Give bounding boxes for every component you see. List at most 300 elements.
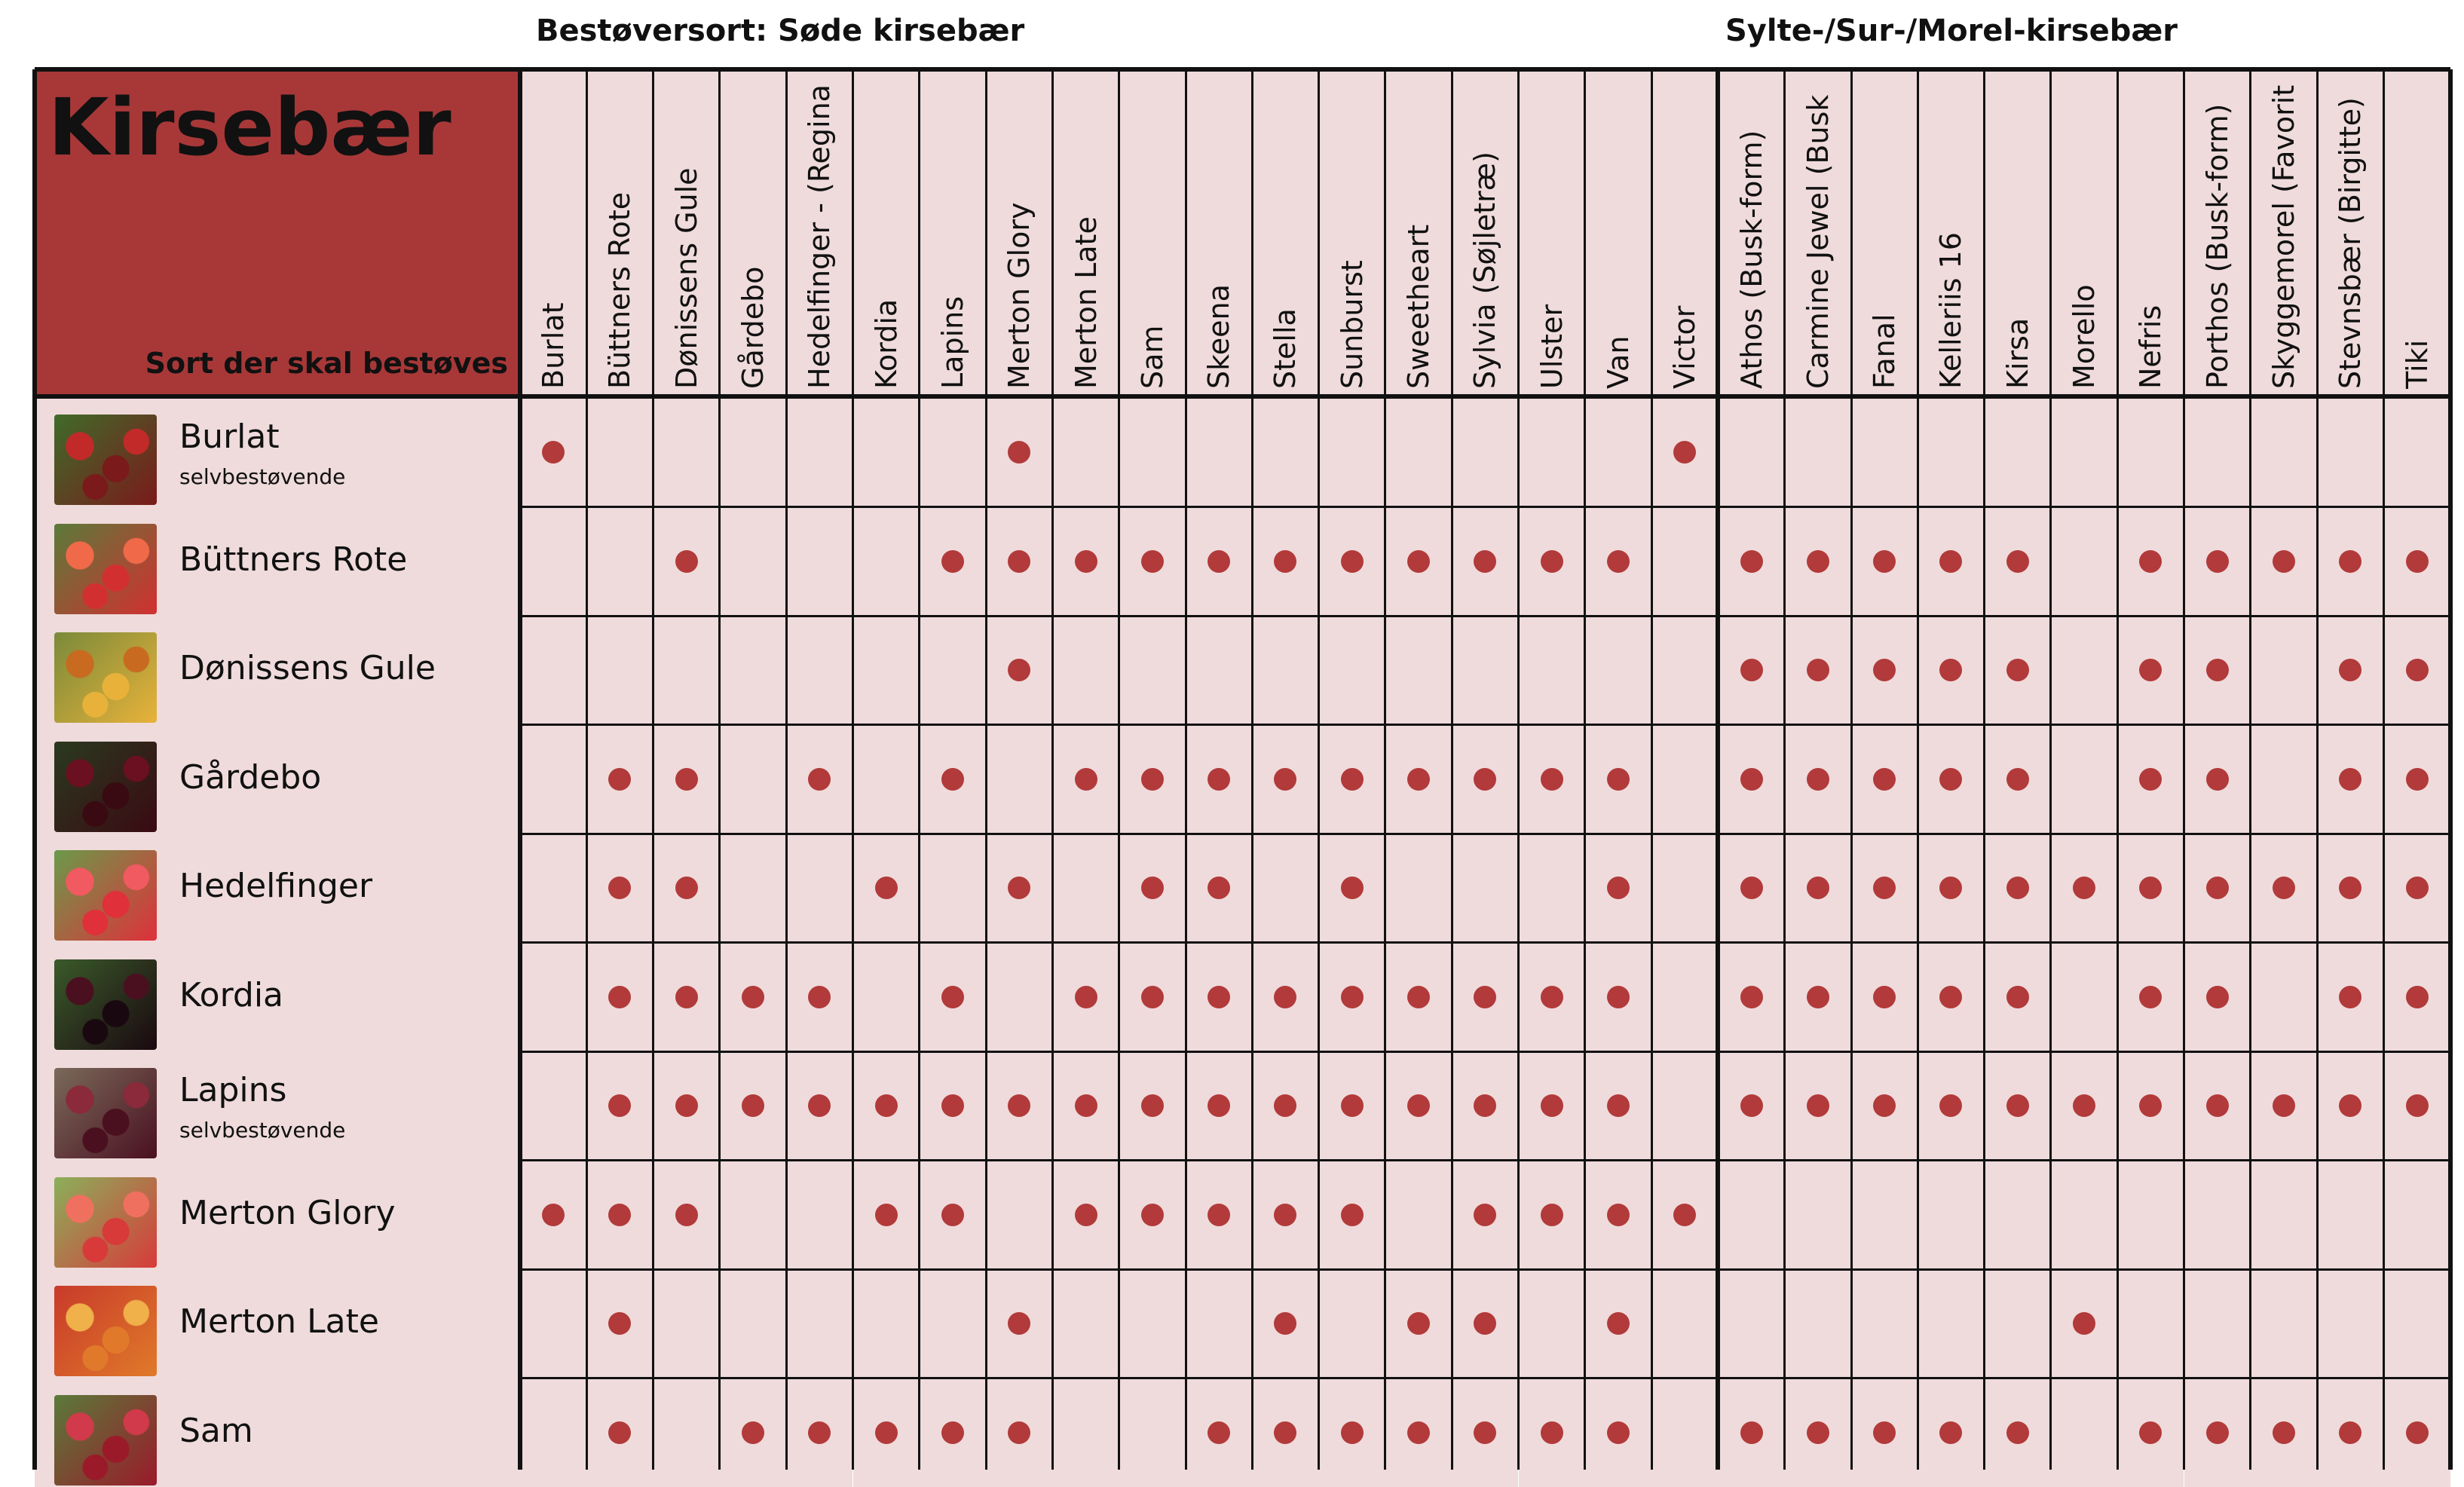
pollinator-dot [2406, 659, 2429, 681]
grid-cell [586, 616, 653, 725]
column-header-label: Gårdebo [736, 72, 770, 389]
pollinator-dot [1873, 1421, 1896, 1444]
grid-cell [1851, 725, 1918, 834]
pollinator-dot [1141, 768, 1164, 791]
grid-line [2117, 69, 2119, 1470]
pollinator-dot [1474, 1421, 1496, 1444]
row-header [35, 1269, 520, 1378]
grid-cell [986, 1269, 1052, 1378]
column-header [2184, 69, 2251, 396]
grid-cell [720, 616, 786, 725]
column-header-label: Skeena [1202, 72, 1235, 389]
grid-cell [586, 398, 653, 507]
pollinator-dot [1407, 986, 1430, 1008]
grid-line [520, 1268, 2450, 1271]
column-header [1651, 69, 1718, 396]
grid-cell [1785, 616, 1851, 725]
pollinator-dot [1939, 659, 1962, 681]
grid-cell [1452, 507, 1518, 617]
grid-cell [920, 507, 986, 617]
cherry-photo-buttners-rote [54, 524, 157, 614]
grid-cell [1319, 1378, 1385, 1487]
sweet-cherry-group-title: Bestøversort: Søde kirsebær [536, 14, 1024, 48]
cherry-photo-kordia [54, 959, 157, 1050]
column-header-label: Morello [2068, 72, 2101, 389]
grid-cell [1519, 725, 1585, 834]
column-header [2317, 69, 2383, 396]
grid-cell [1718, 1051, 1784, 1161]
column-header-label: Kelleriis 16 [1934, 72, 1967, 389]
grid-cell [2184, 834, 2251, 943]
grid-cell [1985, 1161, 2051, 1270]
grid-cell [853, 1378, 920, 1487]
pollinator-dot [675, 550, 698, 573]
grid-cell [2317, 1378, 2383, 1487]
grid-cell [1252, 834, 1318, 943]
grid-cell [2383, 834, 2450, 943]
grid-cell [2251, 507, 2317, 617]
grid-cell [1119, 943, 1186, 1052]
grid-cell [1918, 1161, 1984, 1270]
grid-cell [2051, 725, 2117, 834]
grid-cell [786, 1269, 852, 1378]
grid-cell [586, 943, 653, 1052]
grid-cell [1585, 834, 1651, 943]
pollinator-dot [1607, 1421, 1630, 1444]
pollinator-dot [2073, 1312, 2095, 1335]
row-header [35, 1051, 520, 1161]
grid-cell [1052, 834, 1119, 943]
pollinator-dot [1873, 550, 1896, 573]
pollinator-dot [1807, 1094, 1829, 1117]
grid-cell [1651, 1051, 1718, 1161]
grid-cell [2184, 943, 2251, 1052]
pollinator-dot [1607, 1312, 1630, 1335]
column-header-label: Büttners Rote [603, 72, 636, 389]
grid-line [2448, 69, 2453, 1470]
pollinator-dot [2273, 1094, 2295, 1117]
grid-cell [1252, 1269, 1318, 1378]
pollinator-dot [2006, 986, 2029, 1008]
grid-cell [653, 398, 720, 507]
grid-cell [520, 507, 586, 617]
pollinator-dot [2273, 550, 2295, 573]
grid-cell [1319, 616, 1385, 725]
grid-cell [1452, 1051, 1518, 1161]
grid-line [1850, 69, 1853, 1470]
grid-cell [1319, 943, 1385, 1052]
grid-cell [2251, 398, 2317, 507]
pollinator-dot [1939, 1094, 1962, 1117]
pollinator-dot [1208, 986, 1230, 1008]
pollinator-dot [1740, 768, 1763, 791]
grid-cell [853, 1269, 920, 1378]
column-header-label: Kirsa [2001, 72, 2034, 389]
pollinator-dot [2406, 1421, 2429, 1444]
pollinator-dot [1673, 441, 1696, 464]
pollinator-dot [875, 1094, 898, 1117]
grid-cell [1519, 398, 1585, 507]
grid-line [518, 69, 522, 1470]
pollinator-dot [2206, 1094, 2229, 1117]
grid-cell [1385, 834, 1452, 943]
grid-cell [1186, 1269, 1252, 1378]
grid-cell [1585, 1161, 1651, 1270]
column-header [986, 69, 1052, 396]
grid-cell [586, 834, 653, 943]
grid-cell [1452, 1269, 1518, 1378]
pollinator-dot [2006, 1421, 2029, 1444]
grid-line [35, 394, 2450, 399]
grid-cell [986, 616, 1052, 725]
grid-cell [1718, 1378, 1784, 1487]
row-header [35, 725, 520, 834]
row-axis-label: Sort der skal bestøves [145, 347, 508, 380]
pollinator-dot [1407, 550, 1430, 573]
grid-cell [1585, 1378, 1651, 1487]
pollinator-dot [1341, 1094, 1364, 1117]
grid-cell [520, 1269, 586, 1378]
grid-cell [786, 1161, 852, 1270]
grid-cell [853, 507, 920, 617]
grid-line [2183, 69, 2185, 1470]
grid-cell [1186, 1051, 1252, 1161]
grid-cell [2051, 1161, 2117, 1270]
pollinator-dot [2006, 877, 2029, 899]
pollinator-dot [2139, 1094, 2162, 1117]
grid-cell [1519, 1269, 1585, 1378]
pollinator-dot [2139, 550, 2162, 573]
column-header [653, 69, 720, 396]
grid-cell [1985, 1269, 2051, 1378]
row-header [35, 398, 520, 507]
column-header [1119, 69, 1186, 396]
grid-cell [720, 507, 786, 617]
grid-line [32, 69, 37, 1470]
grid-cell [2317, 1269, 2383, 1378]
cherry-photo-donissens-gule [54, 632, 157, 723]
grid-cell [1918, 1269, 1984, 1378]
grid-cell [520, 1161, 586, 1270]
grid-cell [1918, 1051, 1984, 1161]
pollinator-dot [2139, 768, 2162, 791]
pollinator-dot [542, 1204, 565, 1226]
column-header-label: Sunburst [1336, 72, 1369, 389]
pollinator-dot [1939, 877, 1962, 899]
pollinator-dot [2339, 768, 2361, 791]
column-header-label: Ulster [1535, 72, 1569, 389]
grid-cell [1651, 834, 1718, 943]
grid-line [718, 69, 721, 1470]
pollinator-dot [1141, 550, 1164, 573]
grid-line [2316, 69, 2319, 1470]
column-header [2051, 69, 2117, 396]
row-header [35, 507, 520, 617]
grid-cell [1585, 1269, 1651, 1378]
grid-cell [1585, 507, 1651, 617]
grid-cell [1985, 398, 2051, 507]
pollinator-dot [1274, 1204, 1296, 1226]
grid-cell [1186, 398, 1252, 507]
grid-cell [1985, 616, 2051, 725]
grid-cell [1519, 1161, 1585, 1270]
pollinator-dot [1873, 1094, 1896, 1117]
pollinator-dot [941, 550, 964, 573]
grid-line [1185, 69, 1187, 1470]
pollinator-dot [608, 768, 631, 791]
pollinator-dot [941, 768, 964, 791]
row-label: Gårdebo [179, 758, 321, 797]
grid-cell [1452, 616, 1518, 725]
grid-cell [1519, 1378, 1585, 1487]
grid-line [520, 615, 2450, 617]
grid-cell [786, 616, 852, 725]
grid-line [785, 69, 788, 1470]
column-header [1385, 69, 1452, 396]
grid-cell [1052, 1051, 1119, 1161]
grid-cell [1918, 616, 1984, 725]
grid-cell [853, 834, 920, 943]
pollinator-dot [2006, 550, 2029, 573]
grid-cell [2251, 943, 2317, 1052]
grid-line [2249, 69, 2251, 1470]
grid-cell [1119, 398, 1186, 507]
grid-cell [1252, 507, 1318, 617]
grid-cell [986, 834, 1052, 943]
grid-cell [786, 834, 852, 943]
grid-cell [520, 616, 586, 725]
grid-cell [786, 1378, 852, 1487]
grid-cell [786, 507, 852, 617]
grid-cell [1651, 616, 1718, 725]
grid-cell [2383, 616, 2450, 725]
grid-cell [920, 616, 986, 725]
grid-cell [1186, 834, 1252, 943]
row-note: selvbestøvende [179, 1118, 345, 1143]
grid-cell [2317, 725, 2383, 834]
pollinator-dot [1274, 768, 1296, 791]
pollinator-dot [1341, 877, 1364, 899]
grid-line [1517, 69, 1520, 1470]
grid-cell [2317, 1051, 2383, 1161]
grid-cell [920, 834, 986, 943]
grid-cell [1785, 1051, 1851, 1161]
grid-cell [2317, 1161, 2383, 1270]
grid-cell [1585, 725, 1651, 834]
grid-cell [2184, 1378, 2251, 1487]
grid-cell [1851, 507, 1918, 617]
pollinator-dot [2139, 1421, 2162, 1444]
pollinator-dot [1939, 550, 1962, 573]
grid-cell [1918, 398, 1984, 507]
pollinator-dot [2073, 877, 2095, 899]
grid-line [1783, 69, 1786, 1470]
pollinator-dot [2339, 986, 2361, 1008]
grid-line [985, 69, 987, 1470]
pollinator-dot [1541, 1421, 1563, 1444]
grid-line [520, 1159, 2450, 1161]
grid-cell [1119, 1161, 1186, 1270]
pollinator-dot [1607, 877, 1630, 899]
grid-cell [1452, 943, 1518, 1052]
grid-line [1451, 69, 1453, 1470]
grid-cell [1252, 943, 1318, 1052]
pollinator-dot [1807, 1421, 1829, 1444]
column-header-label: Merton Late [1070, 72, 1103, 389]
pollinator-dot [1740, 877, 1763, 899]
grid-cell [986, 943, 1052, 1052]
grid-cell [586, 1051, 653, 1161]
pollinator-dot [608, 1421, 631, 1444]
grid-cell [1851, 943, 1918, 1052]
grid-cell [2251, 1378, 2317, 1487]
grid-cell [2383, 1051, 2450, 1161]
grid-cell [1918, 725, 1984, 834]
pollinator-dot [2206, 550, 2229, 573]
grid-line [1384, 69, 1386, 1470]
grid-cell [720, 943, 786, 1052]
pollinator-dot [1807, 550, 1829, 573]
grid-cell [920, 1161, 986, 1270]
pollinator-dot [808, 768, 831, 791]
grid-cell [2383, 507, 2450, 617]
pollinator-dot [2206, 768, 2229, 791]
grid-cell [1918, 834, 1984, 943]
grid-line [1716, 69, 1720, 1470]
pollinator-dot [1141, 1094, 1164, 1117]
pollinator-dot [1141, 986, 1164, 1008]
pollinator-dot [608, 1094, 631, 1117]
grid-cell [853, 616, 920, 725]
grid-cell [1119, 1051, 1186, 1161]
pollinator-dot [1807, 877, 1829, 899]
pollinator-dot [875, 877, 898, 899]
grid-cell [1851, 1378, 1918, 1487]
grid-cell [1785, 725, 1851, 834]
grid-cell [520, 398, 586, 507]
pollinator-dot [1208, 1421, 1230, 1444]
grid-cell [1385, 943, 1452, 1052]
grid-cell [1985, 725, 2051, 834]
pollinator-dot [2273, 1421, 2295, 1444]
grid-cell [720, 1269, 786, 1378]
grid-cell [1452, 725, 1518, 834]
column-header [586, 69, 653, 396]
pollinator-dot [1341, 986, 1364, 1008]
pollinator-dot [1008, 659, 1030, 681]
grid-cell [1452, 834, 1518, 943]
pollinator-dot [808, 1094, 831, 1117]
pollinator-dot [1008, 1312, 1030, 1335]
pollinator-dot [2339, 1421, 2361, 1444]
pollinator-dot [2139, 659, 2162, 681]
pollinator-dot [1208, 768, 1230, 791]
grid-cell [1385, 725, 1452, 834]
grid-cell [653, 943, 720, 1052]
column-header-label: Victor [1668, 72, 1701, 389]
row-label: Merton Glory [179, 1194, 396, 1232]
grid-cell [2051, 1051, 2117, 1161]
grid-cell [2317, 616, 2383, 725]
grid-cell [1252, 398, 1318, 507]
grid-cell [1252, 1378, 1318, 1487]
pollinator-dot [1407, 1312, 1430, 1335]
grid-cell [1718, 507, 1784, 617]
pollinator-dot [941, 986, 964, 1008]
grid-cell [986, 1378, 1052, 1487]
pollinator-dot [1607, 768, 1630, 791]
grid-cell [520, 834, 586, 943]
grid-line [2383, 69, 2385, 1470]
pollinator-dot [742, 1094, 764, 1117]
row-header [35, 834, 520, 943]
pollinator-dot [1939, 1421, 1962, 1444]
column-header [2117, 69, 2184, 396]
pollinator-dot [875, 1204, 898, 1226]
pollinator-dot [2206, 659, 2229, 681]
grid-cell [2051, 616, 2117, 725]
grid-cell [1718, 398, 1784, 507]
column-header [1052, 69, 1119, 396]
pollinator-dot [2339, 550, 2361, 573]
grid-cell [920, 398, 986, 507]
grid-cell [1052, 1269, 1119, 1378]
grid-cell [2251, 725, 2317, 834]
pollinator-dot [1474, 1312, 1496, 1335]
grid-cell [2117, 1269, 2184, 1378]
column-header-label: Porthos (Busk-form) [2201, 72, 2234, 389]
column-header [2383, 69, 2450, 396]
grid-cell [653, 1269, 720, 1378]
pollinator-dot [1208, 877, 1230, 899]
grid-cell [1851, 398, 1918, 507]
grid-cell [1519, 1051, 1585, 1161]
grid-cell [1985, 1051, 2051, 1161]
row-header [35, 943, 520, 1052]
pollinator-dot [1607, 986, 1630, 1008]
column-header [1851, 69, 1918, 396]
grid-cell [1651, 725, 1718, 834]
grid-cell [1119, 1269, 1186, 1378]
column-header [1585, 69, 1651, 396]
grid-line [2049, 69, 2052, 1470]
column-header-label: Hedelfinger - (Regina [803, 72, 836, 389]
grid-cell [1186, 943, 1252, 1052]
pollinator-dot [1341, 1421, 1364, 1444]
grid-cell [1851, 1051, 1918, 1161]
grid-cell [1585, 943, 1651, 1052]
grid-cell [1319, 1161, 1385, 1270]
grid-cell [2383, 943, 2450, 1052]
grid-line [1584, 69, 1586, 1470]
pollinator-dot [742, 986, 764, 1008]
grid-cell [1052, 507, 1119, 617]
column-header-label: Stevnsbær (Birgitte) [2334, 72, 2367, 389]
grid-cell [2383, 1378, 2450, 1487]
pollinator-dot [608, 1204, 631, 1226]
grid-cell [1052, 725, 1119, 834]
grid-cell [1452, 1378, 1518, 1487]
row-header [35, 1161, 520, 1270]
grid-cell [1385, 616, 1452, 725]
cherry-photo-burlat [54, 415, 157, 505]
grid-cell [1918, 943, 1984, 1052]
grid-cell [920, 1051, 986, 1161]
grid-cell [1985, 834, 2051, 943]
pollinator-dot [542, 441, 565, 464]
pollinator-dot [1740, 659, 1763, 681]
pollinator-dot [1607, 1094, 1630, 1117]
